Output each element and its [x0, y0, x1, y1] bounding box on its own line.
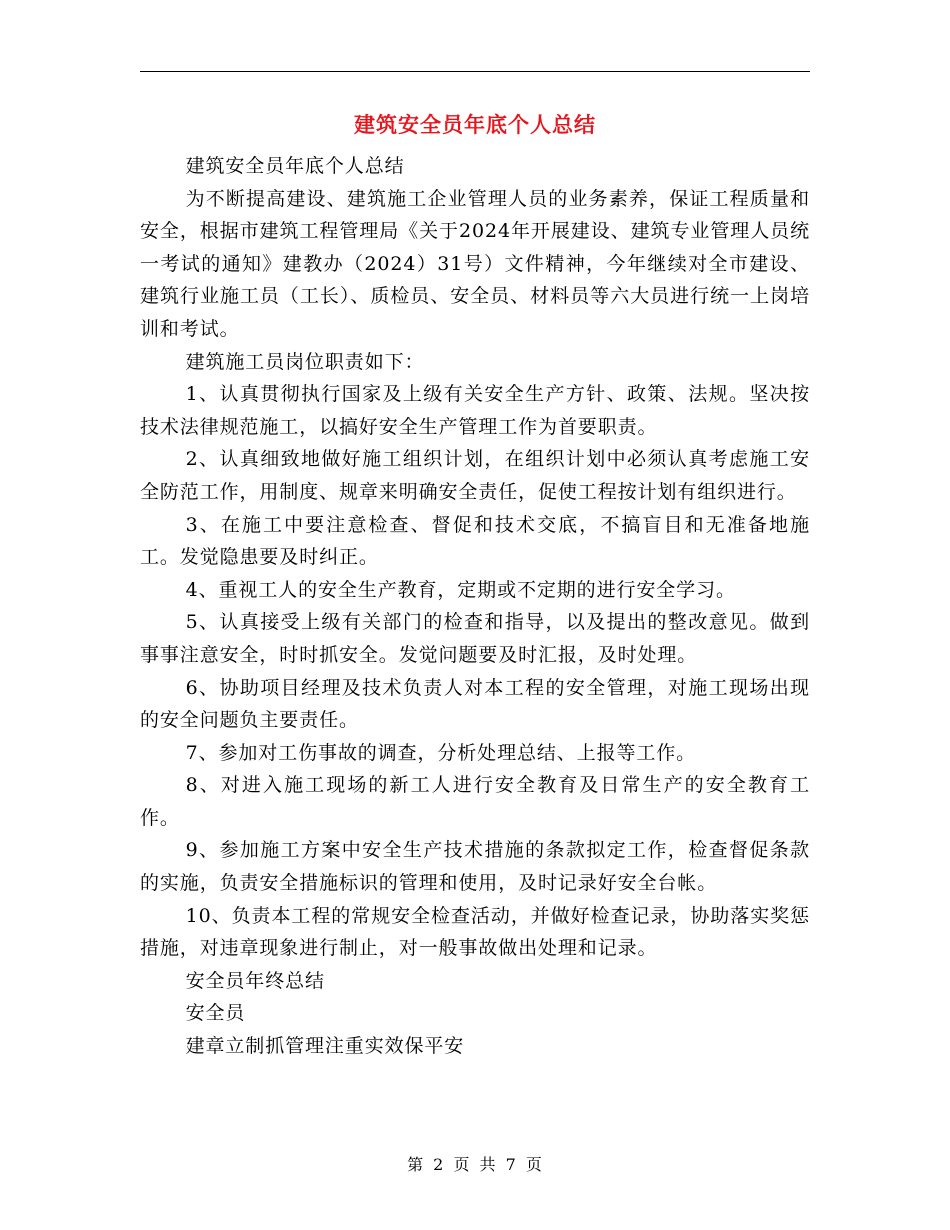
paragraph: 9、参加施工方案中安全生产技术措施的条款拟定工作，检查督促条款的实施，负责安全措施标识的管理和使用，及时记录好安全台帐。 [140, 839, 810, 895]
page-footer: 第 2 页 共 7 页 [407, 1155, 543, 1174]
document-title: 建筑安全员年底个人总结 [354, 112, 596, 137]
paragraph: 5、认真接受上级有关部门的检查和指导，以及提出的整改意见。做到事事注意安全，时时抓安全。发觉问题要及时汇报，及时处理。 [140, 611, 810, 666]
paragraph: 3、在施工中要注意检查、督促和技术交底，不搞盲目和无准备地施工。发觉隐患要及时纠正。 [140, 513, 810, 569]
paragraph: 建筑施工员岗位职责如下： [185, 350, 425, 373]
paragraph: 10、负责本工程的常规安全检查活动，并做好检查记录，协助落实奖惩措施，对违章现象进行制止，对一般事故做出处理和记录。 [140, 904, 810, 960]
paragraph: 为不断提高建设、建筑施工企业管理人员的业务素养，保证工程质量和安全，根据市建筑工程管理局《关于2024年开展建设、建筑专业管理人员统一考试的通知》建教办（2024）31号）文件精神，今年继续对全市建设、建筑行业施工员（工长）、质检员、安全员、材料员等六大员进行统一上岗培训和考试。 [140, 187, 810, 340]
paragraph: 安全员 [185, 1002, 246, 1025]
paragraph: 建章立制抓管理注重实效保平安 [185, 1035, 465, 1058]
paragraph: 建筑安全员年底个人总结 [185, 155, 405, 177]
paragraph: 2、认真细致地做好施工组织计划，在组织计划中必须认真考虑施工安全防范工作，用制度、规章来明确安全责任，促使工程按计划有组织进行。 [140, 448, 810, 503]
paragraph: 安全员年终总结 [185, 969, 325, 992]
paragraph: 6、协助项目经理及技术负责人对本工程的安全管理，对施工现场出现的安全问题负主要责任。 [140, 676, 810, 732]
document-body [140, 150, 810, 1063]
paragraph: 8、对进入施工现场的新工人进行安全教育及日常生产的安全教育工作。 [140, 774, 810, 829]
paragraph: 4、重视工人的安全生产教育，定期或不定期的进行安全学习。 [185, 578, 736, 601]
paragraph: 7、参加对工伤事故的调查，分析处理总结、上报等工作。 [185, 741, 697, 764]
paragraph: 1、认真贯彻执行国家及上级有关安全生产方针、政策、法规。坚决按技术法律规范施工，以搞好安全生产管理工作为首要职责。 [140, 383, 810, 438]
header-rule [140, 71, 810, 72]
